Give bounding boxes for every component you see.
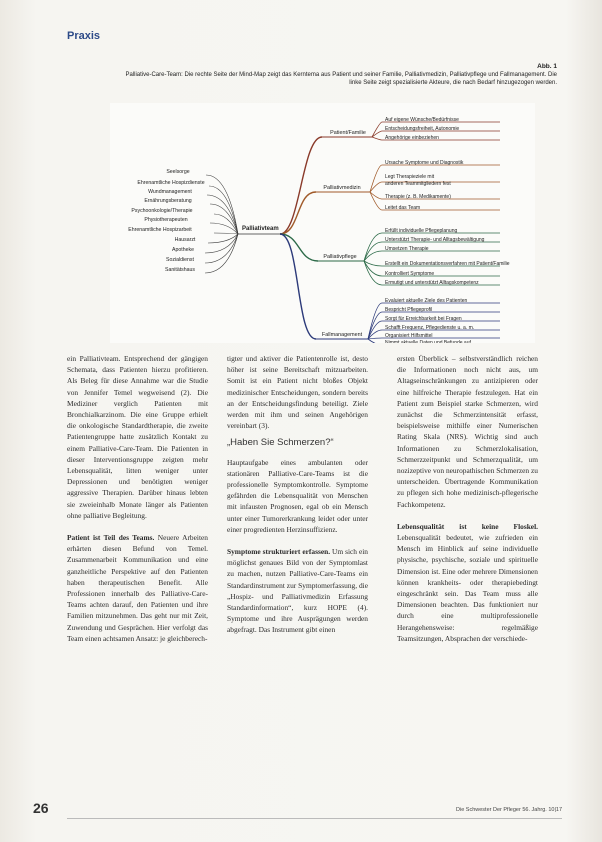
branch-label: Palliativmedizin <box>323 185 361 191</box>
branch-label: Fallmanagement <box>321 332 363 338</box>
branch-item: Ursache Symptome und Diagnostik <box>385 160 464 166</box>
branch-item: Schafft Frequenz, Pflegedienste u. a. m. <box>385 325 475 331</box>
connector-line <box>206 175 238 234</box>
left-item: Sanitätshaus <box>165 267 195 273</box>
connector-line <box>205 234 238 253</box>
branch-item: Kontrolliert Symptome <box>385 271 435 277</box>
journal-footer: Die Schwester Der Pfleger 56. Jahrg. 10|17 <box>456 807 562 813</box>
connector-line <box>372 122 382 137</box>
paragraph-lead: Patient ist Teil des Teams. <box>67 533 155 543</box>
branch-item: Evaluiert aktuelle Ziele des Patienten <box>385 298 468 304</box>
paragraph-lead: Lebensqualität ist keine Floskel. <box>397 521 538 531</box>
paragraph-lead: Symptome strukturiert erfassen. <box>227 547 331 557</box>
branch-item: Nimmt aktuelle Daten und Befunde auf <box>385 340 471 343</box>
paragraph <box>227 546 368 636</box>
connector-line <box>205 234 238 273</box>
left-item: Hausarzt <box>174 237 196 243</box>
left-item: Seelsorge <box>166 169 190 175</box>
left-item: Physiotherapeuten <box>144 217 188 223</box>
branch-item: Entscheidungsfreiheit, Autonomie <box>385 126 460 132</box>
mind-map-center: Palliativteam <box>242 226 279 232</box>
connector-line <box>280 137 322 234</box>
branch-item: Organisiert Hilfsmittel <box>385 333 433 339</box>
left-item: Apotheke <box>172 247 194 253</box>
text-column-1 <box>67 353 208 644</box>
connector-line <box>280 234 316 339</box>
branch-item: Erfüllt individuelle Pflegeplanung <box>385 228 458 234</box>
paragraph: ein Palliativteam. Entsprechend der gängigen Schemata, dass Patienten hierzu profitieren. Als Beleg für diese Annahme war die Studie von Jennifer Temel wegweisend (2). Die Mediziner verglich Patienten mit Bronchialkarzinom. Die eine Gruppe erhielt die onkologische Standardtherapie, die zweite Patientengruppe hatte zusätzlich Kontakt zu einem Palliative-Care-Team. Die Patienten in dieser Interventionsgruppe zeigten mehr Lebensqualität, litten weniger unter Depressionen und benötigten weniger aggressive Therapien. Darüber hinaus lebten sie zweieinhalb Monate länger als Patienten ohne palliative Begleitung. <box>67 354 208 520</box>
paragraph-text: Lebensqualität bedeutet, wie zufrieden ein Mensch im Hinblick auf seine individuelle physische, psychische, soziale und spirituelle Dimension ist. Eine oder mehrere Dimensionen können krankheits- oder therapiebedingt eingeschränkt sein. Das Team muss alle Dimensionen beachten. Das funktioniert nur durch eine multiprofessionelle Herangehensweise: regelmäßige Teamsitzungen, Absprachen der verschiede- <box>397 533 538 643</box>
left-item: Ehrenamtliche Hospizarbeit <box>128 227 192 233</box>
figure-label: Abb. 1 <box>537 63 557 70</box>
connector-line <box>370 192 382 210</box>
left-item: Ernährungsberatung <box>144 198 192 204</box>
connector-line <box>210 204 238 234</box>
paragraph: ersten Überblick – selbstverständlich reichen die Informationen noch nicht aus, um Altagseinschränkungen zu antizipieren oder eine hilfreiche Therapie festzulegen. Hat ein Patient zum Beispiel starke Schmerzen, wird zunächst die Schmerzintensität erfasst, beispielsweise mithilfe einer Numerischen Rating Skala (NRS). Wichtig sind auch Informationen zu Schmerzlokalisation, Schmerzzeitpunkt und Schmerzqualität, um nozizeptive von neuropathischen Schmerzen zu unterscheiden. Übertragende Kommunikation zu pflegen sich hohe medizinisch-pflegerische Fachkompetenz. <box>397 354 538 509</box>
branch-item: Leitet das Team <box>385 205 421 211</box>
paragraph: Hauptaufgabe eines ambulanten oder stationären Palliative-Care-Teams ist die professionelle Symptomkontrolle. Symptome gefährden die Lebensqualität von Menschen mit infausten Prognosen, egal ob ein Mensch unter einer Tumorerkrankung leidet oder unter einer progredienten Herzinsuffizienz. <box>227 457 368 534</box>
connector-line <box>368 339 382 343</box>
paragraph-text: Um sich ein möglichst genaues Bild von der Symptomlast zu machen, nutzen Palliative-Care-Teams ein Standardinstrument zur Symptomerfassung, die „Hospiz- und Palliativmedizin Erfassung Standardinformation“, kurz HOPE (4). Symptome und ihre Ausprägungen werden abgefragt. Das Instrument gibt einen <box>227 547 368 635</box>
connector-line <box>214 233 238 234</box>
mind-map-svg <box>110 103 535 343</box>
branch-item: anderen Teammitgliedern fest <box>385 181 451 187</box>
branch-item: Ermutigt und unterstützt Alltagskompetenz <box>385 280 479 286</box>
figure-caption: Palliative-Care-Team: Die rechte Seite der Mind-Map zeigt das Kerntema aus Patient und seiner Familie, Palliativmedizin, Palliativpflege und Fallmanagement. Die linke Seite zeigt spezialisierte Akteure, die nach Bedarf hinzugezogen werden. <box>125 72 557 87</box>
text-column-2 <box>227 353 368 636</box>
paragraph <box>67 532 208 644</box>
left-item: Sozialdienst <box>166 257 194 263</box>
mind-map <box>110 103 535 343</box>
left-item: Ehrenamtliche Hospizdienste <box>137 180 205 186</box>
paragraph: tigter und aktiver die Patientenrolle ist, desto höher ist seine Bereitschaft mitzuarbeiten. Somit ist ein Patient nicht bloßes Objekt medizinischer Entscheidungen, sondern bereits an der Entscheidungsfindung beteiligt. Ziele werden mit ihm und seinen Angehörigen vereinbart (3). <box>227 354 368 431</box>
subheading: „Haben Sie Schmerzen?“ <box>227 437 334 449</box>
page-number: 26 <box>33 800 49 816</box>
connector-line <box>364 233 382 261</box>
connector-line <box>372 137 382 140</box>
paragraph <box>397 521 538 644</box>
left-item: Psychoonkologie/Therapie <box>131 208 193 214</box>
branch-item: Sorgt für Erreichbarkeit bei Fragen <box>385 316 462 322</box>
branch-item: Bespricht Pflegeprofil <box>385 307 433 313</box>
left-item: Wundmanagement <box>148 189 192 195</box>
branch-label: Palliativpflege <box>323 254 357 260</box>
text-column-3 <box>397 353 538 644</box>
connector-line <box>208 234 238 243</box>
connector-line <box>368 338 382 339</box>
branch-item: Therapie (z. B. Medikamente) <box>385 194 451 200</box>
branch-item: Unterstützt Therapie- und Alltagsbewältigung <box>385 237 485 243</box>
connector-line <box>210 223 238 234</box>
connector-line <box>368 303 382 339</box>
connector-line <box>207 195 238 234</box>
branch-label: Patient/Familie <box>330 130 366 136</box>
branch-item: Legt Therapieziele mit <box>385 174 435 180</box>
branch-item: Erstellt ein Dokumentationsverfahren mit Patient/Familie <box>385 261 510 267</box>
branch-item: Angehörige einbeziehen <box>385 135 439 141</box>
branch-item: Auf eigene Wünsche/Bedürfnisse <box>385 117 459 123</box>
paragraph-text: Neuere Arbeiten erhärten diesen Befund von Temel. Zusammenarbeit Kommunikation und eine ganzheitliche Perspektive auf den Patienten haben therapeutischen Benefit. Alle Professionen innerhalb des Palliative-Care-Teams achten darauf, den Patienten und ihre Familien mitzunehmen. Das geht nur mit Zeit, Zuwendung und Gesprächen. Hier verfolgt das Team einen achtsamen Ansatz: je gleichberech- <box>67 533 208 643</box>
footer-divider <box>67 818 562 819</box>
section-title: Praxis <box>67 30 101 42</box>
branch-item: Umsetzen Therapie <box>385 246 429 252</box>
connector-line <box>370 165 382 192</box>
